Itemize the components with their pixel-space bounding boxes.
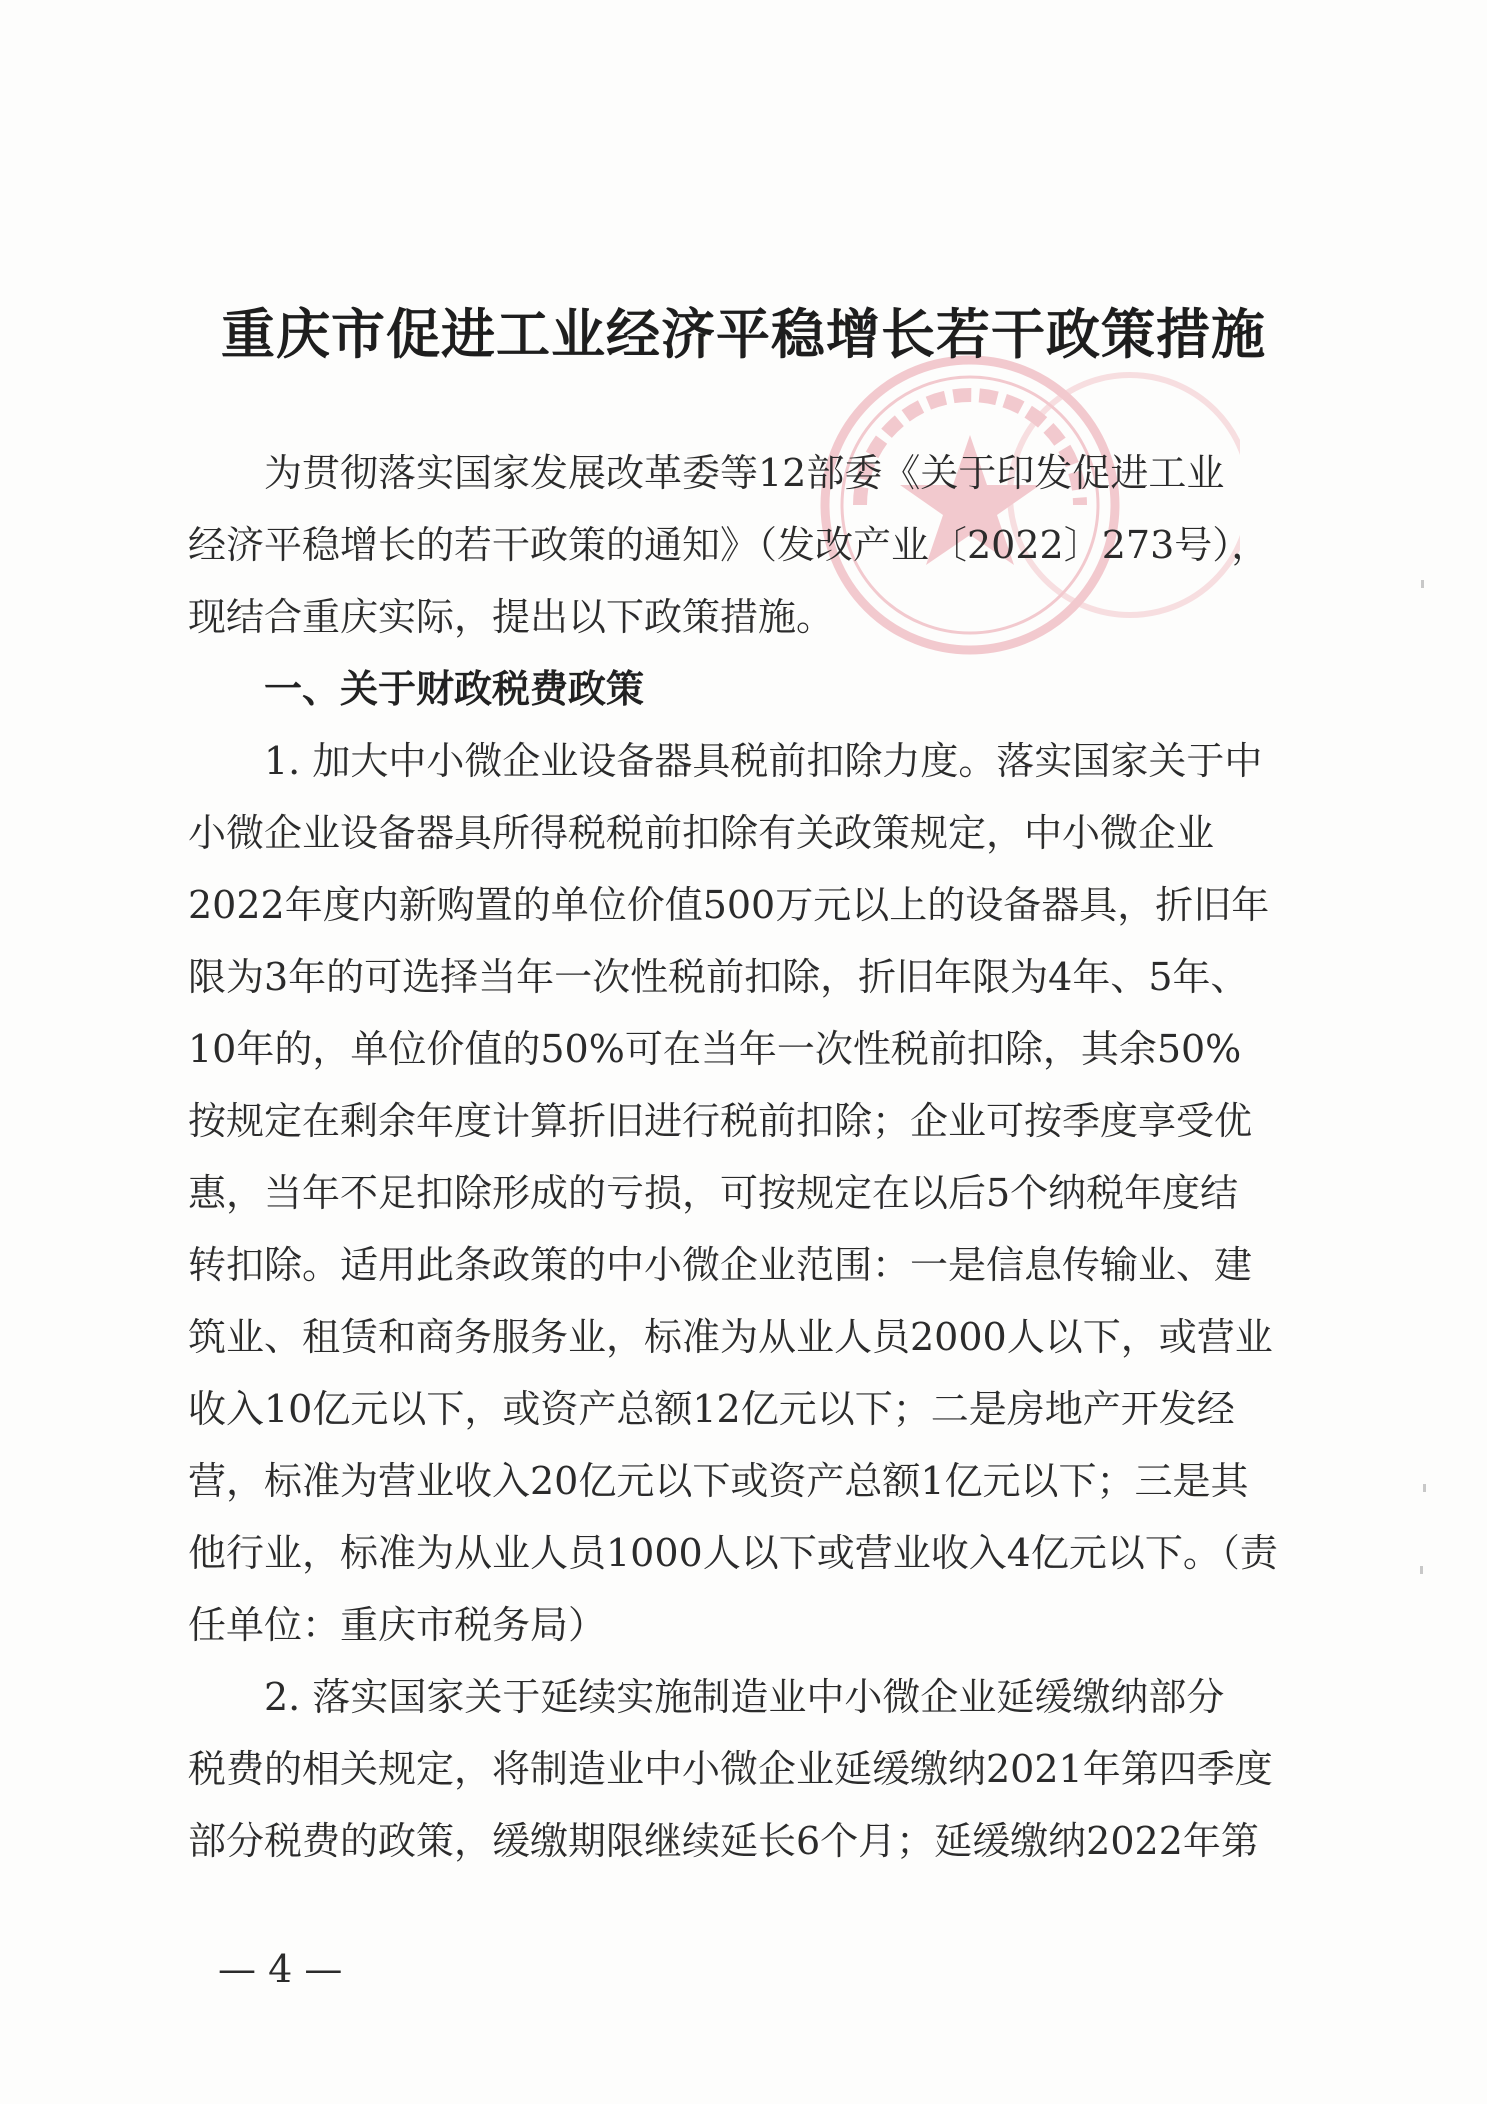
item2-line: 部分税费的政策，缓缴期限继续延长6个月；延缓缴纳2022年第 [188,1819,1259,1863]
scan-artifact-mark [1420,1566,1423,1574]
item1-line: 2022年度内新购置的单位价值500万元以上的设备器具，折旧年 [188,883,1270,927]
intro-line: 为贯彻落实国家发展改革委等12部委《关于印发促进工业 [264,451,1225,495]
item2-line: 2. 落实国家关于延续实施制造业中小微企业延缓缴纳部分 [264,1675,1225,1719]
item1-line: 限为3年的可选择当年一次性税前扣除，折旧年限为4年、5年、 [188,955,1249,999]
section-heading: 一、关于财政税费政策 [264,667,645,711]
scan-artifact-mark [1423,1484,1426,1492]
item1-line: 惠，当年不足扣除形成的亏损，可按规定在以后5个纳税年度结 [188,1171,1239,1215]
item1-line: 任单位：重庆市税务局） [188,1603,607,1647]
item1-line: 筑业、租赁和商务服务业，标准为从业人员2000人以下，或营业 [188,1315,1273,1359]
page-number: — 4 — [218,1947,343,1991]
document-title: 重庆市促进工业经济平稳增长若干政策措施 [221,303,1266,366]
item2-line: 税费的相关规定，将制造业中小微企业延缓缴纳2021年第四季度 [188,1747,1273,1791]
item1-line: 他行业，标准为从业人员1000人以下或营业收入4亿元以下。（责 [188,1531,1278,1575]
intro-line: 经济平稳增长的若干政策的通知》（发改产业〔2022〕273号）， [188,523,1270,567]
item1-line: 收入10亿元以下，或资产总额12亿元以下；二是房地产开发经 [188,1387,1235,1431]
item1-line: 10年的，单位价值的50%可在当年一次性税前扣除，其余50% [188,1027,1242,1071]
item1-line: 1. 加大中小微企业设备器具税前扣除力度。落实国家关于中 [264,739,1263,783]
item1-line: 转扣除。适用此条政策的中小微企业范围：一是信息传输业、建 [188,1243,1253,1287]
intro-line: 现结合重庆实际，提出以下政策措施。 [188,595,835,639]
item1-line: 按规定在剩余年度计算折旧进行税前扣除；企业可按季度享受优 [188,1099,1253,1143]
item1-line: 营，标准为营业收入20亿元以下或资产总额1亿元以下；三是其 [188,1459,1249,1503]
item1-line: 小微企业设备器具所得税税前扣除有关政策规定，中小微企业 [188,811,1215,855]
scan-artifact-mark [1421,580,1424,588]
